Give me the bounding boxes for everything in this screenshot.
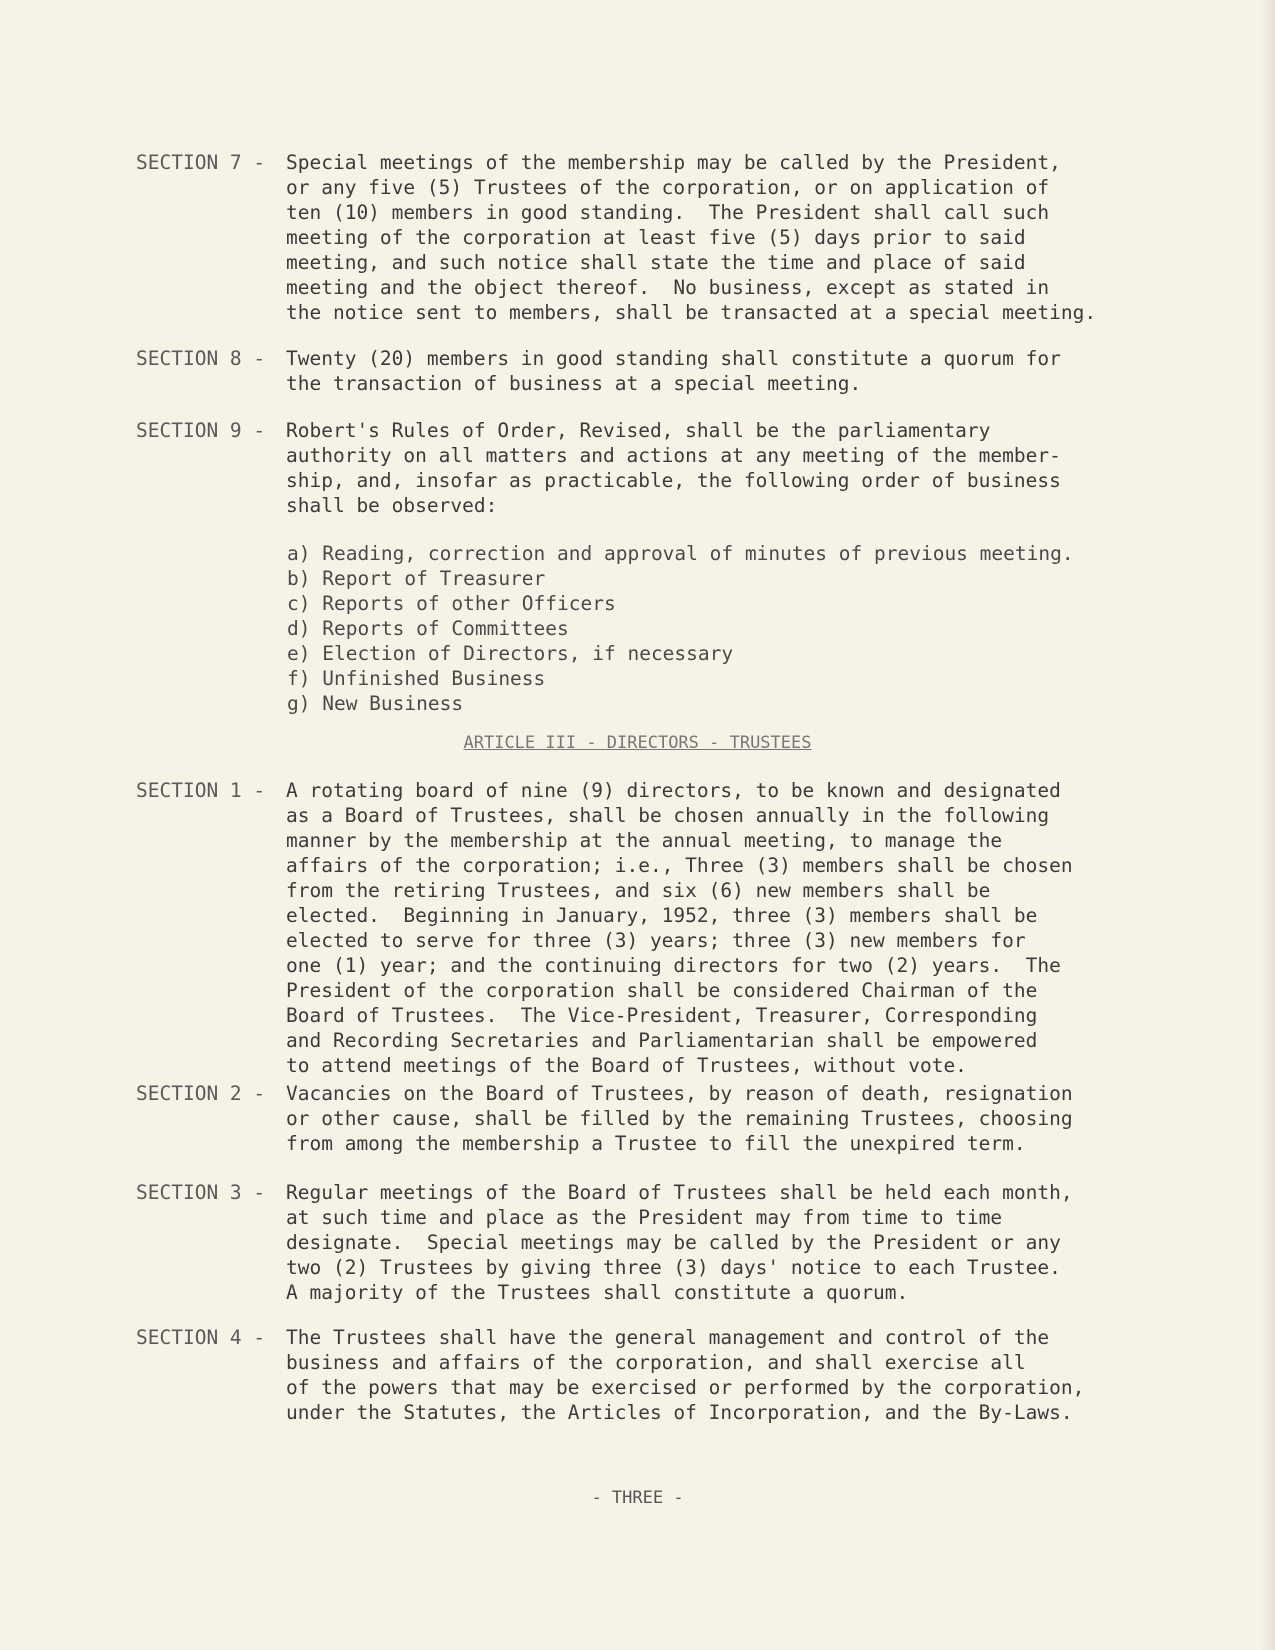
text-line: two (2) Trustees by giving three (3) days' notice to each Trustee. xyxy=(286,1256,1061,1279)
section-9 xyxy=(136,418,1146,518)
text-line: elected to serve for three (3) years; three (3) new members for xyxy=(286,929,1026,952)
list-item: b) Report of Treasurer xyxy=(287,567,546,590)
text-line: Robert's Rules of Order, Revised, shall be the parliamentary xyxy=(286,419,991,442)
order-of-business-list xyxy=(287,541,1074,716)
list-item: d) Reports of Committees xyxy=(287,617,569,640)
text-line: ship, and, insofar as practicable, the following order of business xyxy=(286,469,1061,492)
text-line: Vacancies on the Board of Trustees, by reason of death, resignation xyxy=(286,1082,1073,1105)
text-line: from the retiring Trustees, and six (6) new members shall be xyxy=(286,879,991,902)
section-body xyxy=(286,346,1146,396)
text-line: and Recording Secretaries and Parliamentarian shall be empowered xyxy=(286,1029,1038,1052)
text-line: business and affairs of the corporation, and shall exercise all xyxy=(286,1351,1026,1374)
list-item: g) New Business xyxy=(287,692,464,715)
text-line: under the Statutes, the Articles of Incorporation, and the By-Laws. xyxy=(286,1401,1073,1424)
list-item: e) Election of Directors, if necessary xyxy=(287,642,734,665)
section-body xyxy=(286,150,1146,325)
text-line: authority on all matters and actions at any meeting of the member- xyxy=(286,444,1061,467)
text-line: to attend meetings of the Board of Trustees, without vote. xyxy=(286,1054,967,1077)
section-7 xyxy=(136,150,1146,325)
text-line: The Trustees shall have the general management and control of the xyxy=(286,1326,1050,1349)
text-line: A rotating board of nine (9) directors, to be known and designated xyxy=(286,779,1061,802)
text-line: Special meetings of the membership may be called by the President, xyxy=(286,151,1061,174)
text-line: President of the corporation shall be considered Chairman of the xyxy=(286,979,1038,1002)
section-body xyxy=(286,778,1146,1078)
text-line: affairs of the corporation; i.e., Three (3) members shall be chosen xyxy=(286,854,1073,877)
section-label: SECTION 2 - xyxy=(136,1082,266,1105)
text-line: the transaction of business at a special meeting. xyxy=(286,372,862,395)
section-label: SECTION 3 - xyxy=(136,1181,266,1204)
text-line: as a Board of Trustees, shall be chosen annually in the following xyxy=(286,804,1050,827)
page-edge-shadow xyxy=(1261,0,1275,1650)
section-4 xyxy=(136,1325,1146,1425)
text-line: or any five (5) Trustees of the corporation, or on application of xyxy=(286,176,1050,199)
text-line: designate. Special meetings may be called by the President or any xyxy=(286,1231,1061,1254)
text-line: of the powers that may be exercised or performed by the corporation, xyxy=(286,1376,1085,1399)
text-line: manner by the membership at the annual meeting, to manage the xyxy=(286,829,1003,852)
text-line: one (1) year; and the continuing directors for two (2) years. The xyxy=(286,954,1061,977)
list-item: a) Reading, correction and approval of minutes of previous meeting. xyxy=(287,542,1074,565)
section-body xyxy=(286,1325,1146,1425)
text-line: or other cause, shall be filled by the remaining Trustees, choosing xyxy=(286,1107,1073,1130)
section-body xyxy=(286,1180,1146,1305)
section-8 xyxy=(136,346,1146,396)
text-line: meeting and the object thereof. No business, except as stated in xyxy=(286,276,1050,299)
text-line: from among the membership a Trustee to fill the unexpired term. xyxy=(286,1132,1026,1155)
text-line: Regular meetings of the Board of Trustees shall be held each month, xyxy=(286,1181,1073,1204)
page-number: - THREE - xyxy=(591,1488,684,1508)
text-line: A majority of the Trustees shall constitute a quorum. xyxy=(286,1281,909,1304)
text-line: shall be observed: xyxy=(286,494,498,517)
text-line: meeting, and such notice shall state the time and place of said xyxy=(286,251,1026,274)
section-label: SECTION 9 - xyxy=(136,419,266,442)
section-label: SECTION 7 - xyxy=(136,151,266,174)
section-label: SECTION 4 - xyxy=(136,1326,266,1349)
section-body xyxy=(286,1081,1146,1156)
text-line: Twenty (20) members in good standing shall constitute a quorum for xyxy=(286,347,1061,370)
list-item: c) Reports of other Officers xyxy=(287,592,616,615)
section-3 xyxy=(136,1180,1146,1305)
section-label: SECTION 1 - xyxy=(136,779,266,802)
text-line: at such time and place as the President may from time to time xyxy=(286,1206,1003,1229)
text-line: meeting of the corporation at least five (5) days prior to said xyxy=(286,226,1026,249)
section-body xyxy=(286,418,1146,518)
article-heading: ARTICLE III - DIRECTORS - TRUSTEES xyxy=(463,733,812,753)
text-line: the notice sent to members, shall be transacted at a special meeting. xyxy=(286,301,1097,324)
section-2 xyxy=(136,1081,1146,1156)
text-line: Board of Trustees. The Vice-President, Treasurer, Corresponding xyxy=(286,1004,1038,1027)
list-item: f) Unfinished Business xyxy=(287,667,546,690)
text-line: elected. Beginning in January, 1952, three (3) members shall be xyxy=(286,904,1038,927)
text-line: ten (10) members in good standing. The President shall call such xyxy=(286,201,1050,224)
section-1 xyxy=(136,778,1146,1078)
section-label: SECTION 8 - xyxy=(136,347,266,370)
